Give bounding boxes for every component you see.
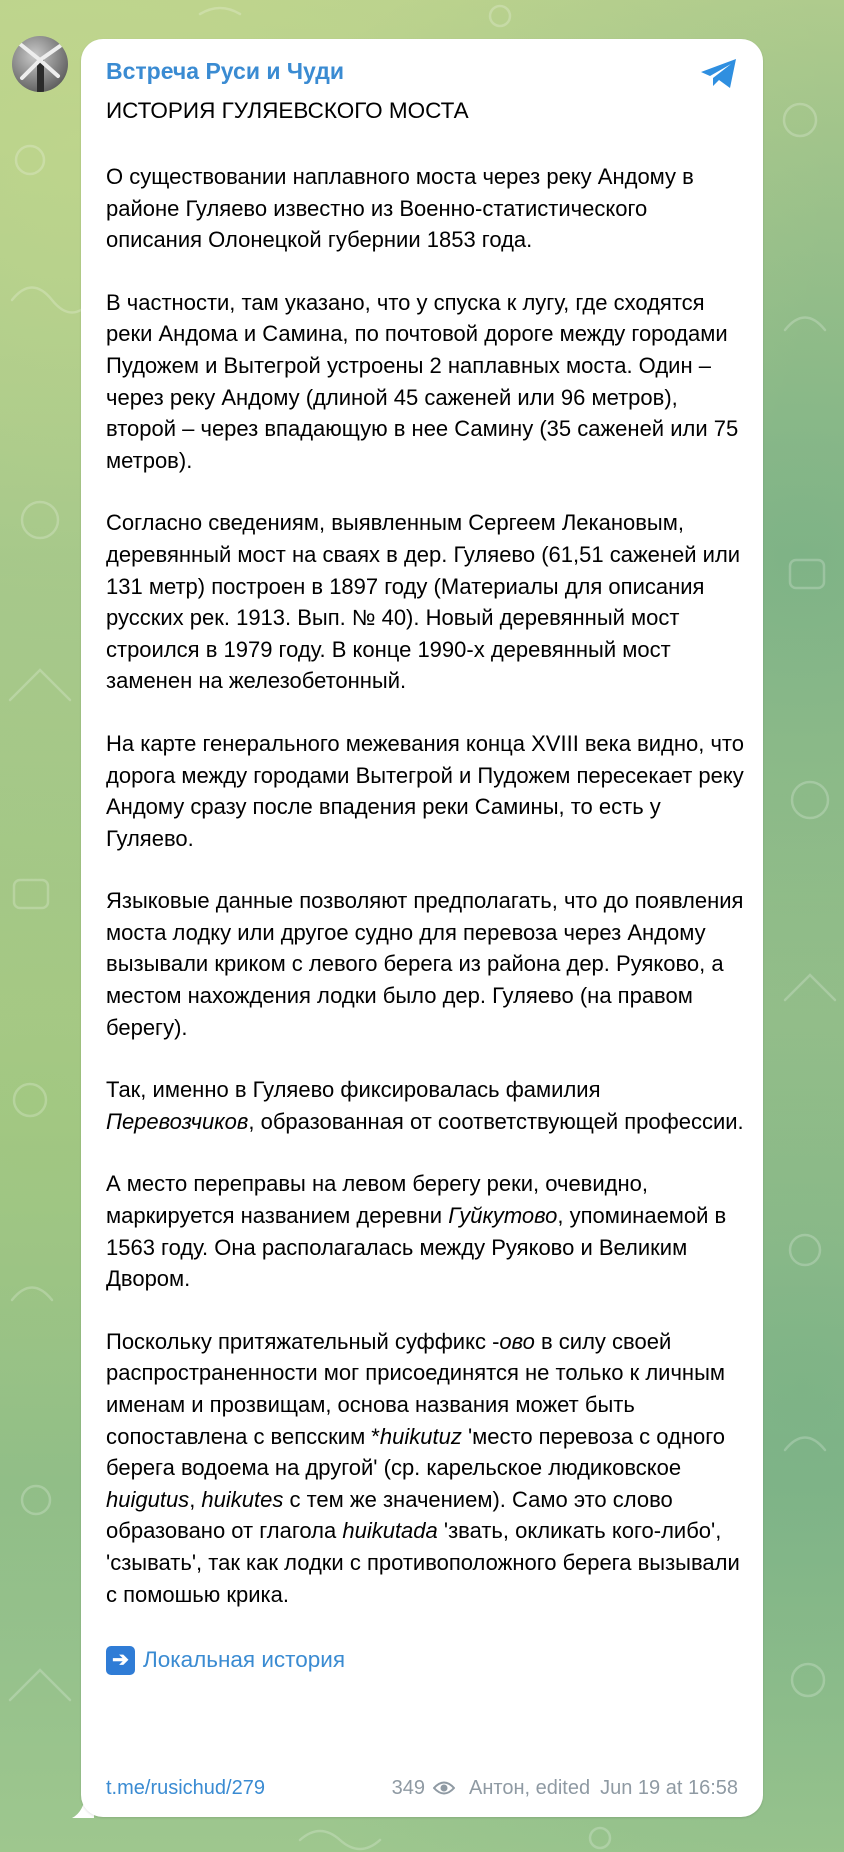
paragraph-8: [106, 1326, 746, 1610]
text-segment: А место переправы на левом берегу реки, очевидно, маркируется названием деревни: [106, 1171, 648, 1229]
right-arrow-emoji-icon: ➔: [106, 1646, 135, 1675]
paragraph-6: [106, 1074, 746, 1137]
message-bubble: [81, 39, 763, 1817]
text-segment: в силу своей распространенности мог присоединятся не только к личным именам и прозвищам, основа названия может быть сопоставлена с вепсским *: [106, 1328, 726, 1449]
text-segment: ,: [189, 1486, 202, 1512]
text-segment: с тем же значением). Само это слово образовано от глагола: [106, 1486, 673, 1544]
karelian-word-italic: huikutes: [201, 1486, 284, 1512]
views-count: 349: [391, 1777, 426, 1799]
text-segment: 'звать, окликать кого-либо', 'сзывать', так как лодки с противоположного берега вызывали с помошью крика.: [106, 1518, 740, 1607]
paragraph-7: [106, 1168, 746, 1294]
text-segment: , образованная от соответствующей профессии.: [248, 1108, 744, 1134]
windmill-avatar-icon: [12, 36, 68, 92]
paragraph-4: На карте генерального межевания конца XVIII века видно, что дорога между городами Вытегрой и Пудожем пересекает реку Андому сразу после впадения реки Самины, то есть у Гуляево.: [106, 730, 744, 851]
text-segment: Так, именно в Гуляево фиксировалась фамилия: [106, 1077, 601, 1103]
veps-word-italic: huikutuz: [379, 1423, 462, 1449]
paragraph-5: Языковые данные позволяют предполагать, что до появления моста лодку или другое судно для перевоза через Андому вызывали криком с левого берега из района дер. Руяково, а местом нахождения лодки было дер. Гуляево (на правом берегу).: [106, 888, 744, 1040]
post-title: ИСТОРИЯ ГУЛЯЕВСКОГО МОСТА: [106, 98, 469, 123]
message-footer: [106, 1774, 738, 1802]
text-segment: Поскольку притяжательный суффикс -: [106, 1328, 500, 1354]
hashtag-link[interactable]: [106, 1644, 746, 1676]
author-edited: Антон, edited: [469, 1777, 591, 1799]
surname-italic: Перевозчиков: [106, 1108, 249, 1134]
eye-icon: [433, 1780, 455, 1796]
timestamp: Jun 19 at 16:58: [600, 1777, 738, 1799]
village-name-italic: Гуйкутово: [448, 1203, 558, 1229]
post-link[interactable]: t.me/rusichud/279: [106, 1777, 265, 1799]
text-segment: , упоминаемой в 1563 году. Она располагалась между Руяково и Великим Двором.: [106, 1203, 727, 1292]
paragraph-2: В частности, там указано, что у спуска к лугу, где сходятся реки Андома и Самина, по почтовой дороге между городами Пудожем и Вытегрой устроены 2 наплавных моста. Один – через реку Андому (длиной 45 саженей или 96 метров), второй – через впадающую в нее Самину (35 саженей или 75 метров).: [106, 289, 739, 473]
text-segment: 'место перевоза с одного берега водоема на другой' (ср. карельское людиковское: [106, 1423, 726, 1481]
paragraph-3: Согласно сведениям, выявленным Сергеем Лекановым, деревянный мост на сваях в дер. Гуляево (61,51 саженей или 131 метр) построен в 1897 году (Материалы для описания русских рек. 1913. Вып. № 40). Новый деревянный мост строился в 1979 году. В конце 1990-х деревянный мост заменен на железобетонный.: [106, 510, 741, 694]
paragraph-1: О существовании наплавного моста через реку Андому в районе Гуляево известно из Военно-статистического описания Олонецкой губернии 1853 года.: [106, 164, 694, 253]
message-content: [106, 54, 746, 1676]
message-meta: [392, 1774, 738, 1802]
hashtag-label[interactable]: Локальная история: [143, 1647, 346, 1673]
verb-italic: huikutada: [342, 1518, 438, 1544]
suffix-italic: ово: [499, 1328, 535, 1354]
channel-avatar[interactable]: [12, 36, 68, 92]
channel-name[interactable]: Встреча Руси и Чуди: [106, 58, 344, 84]
karelian-word-italic: huigutus: [106, 1486, 190, 1512]
